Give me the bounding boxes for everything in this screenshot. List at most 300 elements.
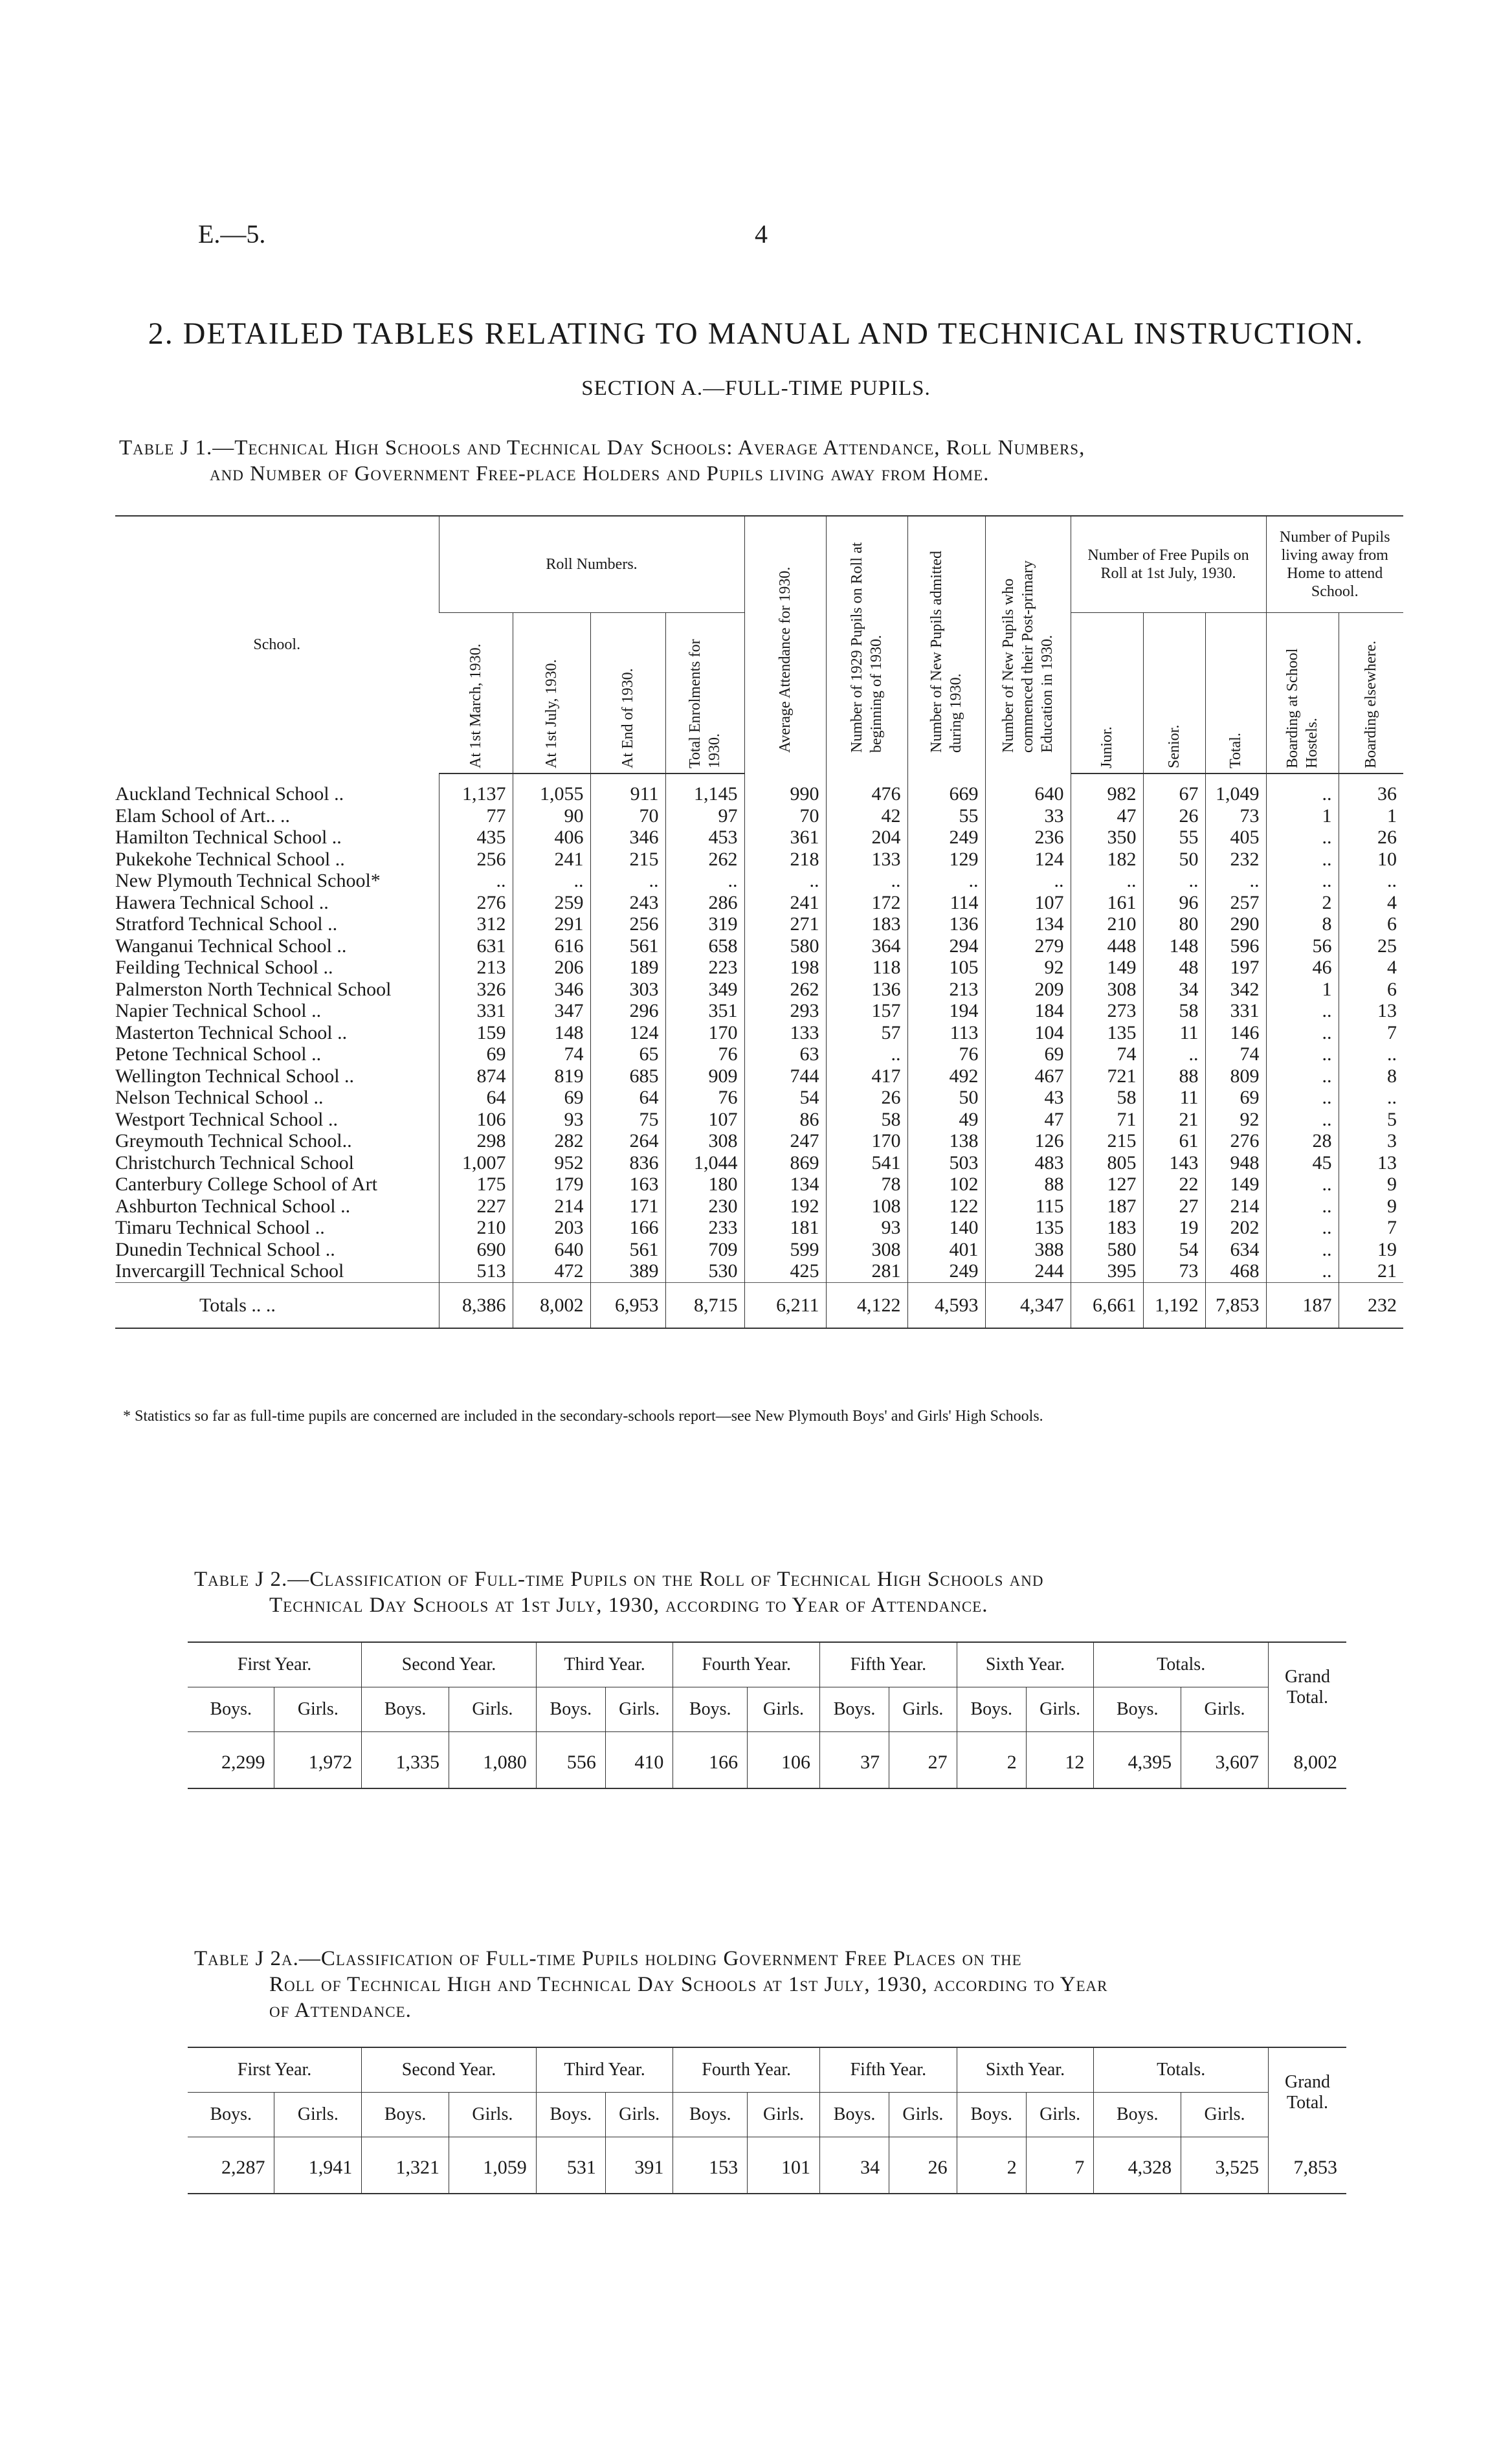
section-title: SECTION A.—FULL-TIME PUPILS. (581, 377, 931, 400)
table-cell: 73 (1143, 1260, 1205, 1282)
table-cell: 1,137 (439, 773, 513, 805)
table-cell: 214 (513, 1196, 590, 1218)
table-cell: 2 (1266, 892, 1339, 914)
table-cell: .. (1143, 870, 1205, 892)
boys-header: Boys. (1094, 2093, 1181, 2137)
table-cell: 223 (665, 957, 744, 979)
table-cell: 296 (590, 1000, 665, 1022)
table-cell: 4,593 (907, 1282, 985, 1328)
table-cell: 115 (985, 1196, 1071, 1218)
table-cell: 346 (590, 827, 665, 849)
table-cell: 129 (907, 849, 985, 871)
table-cell: 198 (744, 957, 826, 979)
table-cell: .. (1266, 1239, 1339, 1261)
table-cell: 54 (1143, 1239, 1205, 1261)
table-cell: 7 (1339, 1022, 1403, 1044)
table-cell: 210 (1071, 913, 1143, 935)
table-cell: .. (513, 870, 590, 892)
table-cell: 204 (826, 827, 907, 849)
school-name: Elam School of Art.. .. (115, 805, 290, 827)
table-cell: 92 (985, 957, 1071, 979)
table-cell: 26 (826, 1087, 907, 1109)
table-row (115, 1109, 1403, 1131)
table-cell: 27 (889, 1732, 957, 1789)
boys-header: Boys. (673, 1687, 748, 1732)
table-cell: 213 (907, 979, 985, 1001)
school-name: Nelson Technical School .. (115, 1087, 324, 1108)
table-cell: 3,525 (1181, 2137, 1269, 2194)
table-cell: 88 (1143, 1065, 1205, 1087)
year-header: Third Year. (536, 1642, 673, 1687)
school-name: Timaru Technical School .. (115, 1217, 325, 1238)
table-cell: 6,211 (744, 1282, 826, 1328)
table-cell: 561 (590, 1239, 665, 1261)
table-row (115, 773, 1403, 805)
table-cell: .. (1143, 1043, 1205, 1065)
boys-header: Boys. (536, 2093, 605, 2137)
table-cell: 233 (665, 1217, 744, 1239)
table-cell: 492 (907, 1065, 985, 1087)
caption-line: Table J 2.—Classification of Full-time Pupils on the Roll of Technical High Schools and (194, 1568, 1044, 1591)
table-cell: 86 (744, 1109, 826, 1131)
table-cell: 303 (590, 979, 665, 1001)
table-cell: 26 (1339, 827, 1403, 849)
table-cell: 1,049 (1205, 773, 1266, 805)
table-cell: 308 (826, 1239, 907, 1261)
table-cell: 102 (907, 1174, 985, 1196)
school-name: Totals .. .. (115, 1282, 439, 1328)
year-header: First Year. (188, 1642, 362, 1687)
table-row (115, 913, 1403, 935)
year-header: Third Year. (536, 2047, 673, 2093)
table-cell: .. (1266, 1260, 1339, 1282)
table-cell: 616 (513, 935, 590, 957)
table-cell: 744 (744, 1065, 826, 1087)
table-cell: 227 (439, 1196, 513, 1218)
girls-header: Girls. (889, 1687, 957, 1732)
table-cell: 561 (590, 935, 665, 957)
table-cell: .. (1266, 827, 1339, 849)
table-cell: 170 (826, 1130, 907, 1152)
table-cell: 230 (665, 1196, 744, 1218)
table-cell: 531 (536, 2137, 605, 2194)
table-cell: 982 (1071, 773, 1143, 805)
table-cell: 42 (826, 805, 907, 827)
col-header-july: At 1st July, 1930. (513, 613, 590, 774)
school-name: Auckland Technical School .. (115, 783, 344, 805)
year-header: Fifth Year. (820, 1642, 957, 1687)
table-cell: 1,059 (449, 2137, 536, 2194)
table-cell: 1,972 (274, 1732, 362, 1789)
table-cell: 276 (439, 892, 513, 914)
table-cell: 1 (1339, 805, 1403, 827)
table-cell: 54 (744, 1087, 826, 1109)
table-cell: 209 (985, 979, 1071, 1001)
boys-header: Boys. (362, 2093, 449, 2137)
col-header-new-pupils: Number of New Pupils admitted during 1930. (907, 516, 985, 773)
grand-total-header: Grand Total. (1269, 1642, 1347, 1732)
girls-header: Girls. (274, 2093, 362, 2137)
col-header-avg-attendance: Average Attendance for 1930. (744, 516, 826, 773)
table-cell: 405 (1205, 827, 1266, 849)
table-cell: 483 (985, 1152, 1071, 1174)
table-cell: 805 (1071, 1152, 1143, 1174)
table-cell: .. (1266, 870, 1339, 892)
col-header-elsewhere: Boarding elsewhere. (1339, 613, 1403, 774)
table-j1-caption (119, 435, 1407, 487)
values-row (188, 2137, 1346, 2194)
table-cell: 3,607 (1181, 1732, 1269, 1789)
table-cell: 236 (985, 827, 1071, 849)
boys-header: Boys. (673, 2093, 748, 2137)
table-cell: 184 (985, 1000, 1071, 1022)
table-cell: 70 (590, 805, 665, 827)
table-cell: 453 (665, 827, 744, 849)
table-cell: 6 (1339, 979, 1403, 1001)
table-cell: 11 (1143, 1087, 1205, 1109)
table-row (115, 1022, 1403, 1044)
school-name: Stratford Technical School .. (115, 913, 338, 935)
girls-header: Girls. (1026, 1687, 1094, 1732)
boys-header: Boys. (362, 1687, 449, 1732)
totals-row (115, 1282, 1403, 1328)
table-cell: .. (1339, 1087, 1403, 1109)
table-cell: 7,853 (1205, 1282, 1266, 1328)
table-cell: 364 (826, 935, 907, 957)
table-cell: .. (1266, 849, 1339, 871)
table-cell: 5 (1339, 1109, 1403, 1131)
table-cell: 350 (1071, 827, 1143, 849)
table-cell: 215 (590, 849, 665, 871)
girls-header: Girls. (1181, 1687, 1269, 1732)
table-row (115, 1152, 1403, 1174)
table-cell: 349 (665, 979, 744, 1001)
school-name: Wanganui Technical School .. (115, 935, 347, 957)
table-cell: 9 (1339, 1174, 1403, 1196)
table-cell: 76 (665, 1087, 744, 1109)
table-cell: 11 (1143, 1022, 1205, 1044)
table-cell: 634 (1205, 1239, 1266, 1261)
table-cell: 291 (513, 913, 590, 935)
table-cell: 2 (957, 2137, 1026, 2194)
table-cell: 685 (590, 1065, 665, 1087)
table-cell: 279 (985, 935, 1071, 957)
table-cell: 69 (513, 1087, 590, 1109)
table-cell: 106 (439, 1109, 513, 1131)
table-cell: 161 (1071, 892, 1143, 914)
girls-header: Girls. (449, 1687, 536, 1732)
girls-header: Girls. (605, 2093, 673, 2137)
table-row (115, 1174, 1403, 1196)
table-cell: 1,080 (449, 1732, 536, 1789)
table-cell: 76 (907, 1043, 985, 1065)
table-cell: 71 (1071, 1109, 1143, 1131)
table-cell: 948 (1205, 1152, 1266, 1174)
table-cell: 308 (1071, 979, 1143, 1001)
table-cell: 293 (744, 1000, 826, 1022)
table-j1 (115, 515, 1403, 1329)
col-group-pupils-away: Number of Pupils living away from Home to attend School. (1266, 516, 1403, 613)
table-row (115, 849, 1403, 871)
table-cell: 8 (1339, 1065, 1403, 1087)
table-cell: 218 (744, 849, 826, 871)
year-header: First Year. (188, 2047, 362, 2093)
table-cell: 64 (439, 1087, 513, 1109)
table-cell: 276 (1205, 1130, 1266, 1152)
table-cell: 55 (1143, 827, 1205, 849)
table-cell: 249 (907, 1260, 985, 1282)
table-cell: 874 (439, 1065, 513, 1087)
table-cell: 97 (665, 805, 744, 827)
table-cell: 580 (744, 935, 826, 957)
table-cell: 10 (1339, 849, 1403, 871)
table-cell: 264 (590, 1130, 665, 1152)
table-cell: 148 (513, 1022, 590, 1044)
table-cell: 8,002 (513, 1282, 590, 1328)
table-cell: 294 (907, 935, 985, 957)
girls-header: Girls. (748, 1687, 820, 1732)
table-cell: 108 (826, 1196, 907, 1218)
table-cell: 709 (665, 1239, 744, 1261)
table-cell: 346 (513, 979, 590, 1001)
table-cell: 55 (907, 805, 985, 827)
table-cell: 107 (985, 892, 1071, 914)
table-cell: 215 (1071, 1130, 1143, 1152)
table-cell: 1,044 (665, 1152, 744, 1174)
table-cell: 194 (907, 1000, 985, 1022)
table-cell: 63 (744, 1043, 826, 1065)
footnote: * Statistics so far as full-time pupils are concerned are included in the secondary-schools report—see New Plymouth Boys' and Girls' High Schools. (123, 1408, 1043, 1425)
table-cell: 1,321 (362, 2137, 449, 2194)
table-row (115, 1217, 1403, 1239)
table-row (115, 892, 1403, 914)
table-cell: 8,386 (439, 1282, 513, 1328)
year-header: Sixth Year. (957, 1642, 1094, 1687)
table-cell: 163 (590, 1174, 665, 1196)
table-cell: 243 (590, 892, 665, 914)
table-cell: 2,299 (188, 1732, 274, 1789)
table-cell: 448 (1071, 935, 1143, 957)
table-cell: 13 (1339, 1000, 1403, 1022)
table-cell: 541 (826, 1152, 907, 1174)
school-name: Feilding Technical School .. (115, 957, 333, 978)
table-cell: 58 (826, 1109, 907, 1131)
table-cell: 331 (439, 1000, 513, 1022)
table-cell: 326 (439, 979, 513, 1001)
table-cell: 472 (513, 1260, 590, 1282)
table-cell: 4,122 (826, 1282, 907, 1328)
table-cell: .. (1071, 870, 1143, 892)
table-cell: 106 (748, 1732, 820, 1789)
boys-header: Boys. (188, 1687, 274, 1732)
table-cell: 391 (605, 2137, 673, 2194)
table-cell: 134 (744, 1174, 826, 1196)
col-header-1929-pupils: Number of 1929 Pupils on Roll at beginning of 1930. (826, 516, 907, 773)
table-cell: 133 (744, 1022, 826, 1044)
table-cell: 4,347 (985, 1282, 1071, 1328)
table-cell: 319 (665, 913, 744, 935)
table-cell: 187 (1071, 1196, 1143, 1218)
table-cell: 19 (1339, 1239, 1403, 1261)
table-cell: 78 (826, 1174, 907, 1196)
table-cell: 192 (744, 1196, 826, 1218)
table-cell: 1,192 (1143, 1282, 1205, 1328)
table-cell: 467 (985, 1065, 1071, 1087)
table-cell: 34 (820, 2137, 889, 2194)
table-cell: 22 (1143, 1174, 1205, 1196)
table-cell: 118 (826, 957, 907, 979)
table-cell: 172 (826, 892, 907, 914)
school-name: Masterton Technical School .. (115, 1021, 348, 1043)
table-cell: .. (1266, 1065, 1339, 1087)
girls-header: Girls. (449, 2093, 536, 2137)
table-cell: 256 (590, 913, 665, 935)
grand-total-value: 8,002 (1269, 1732, 1347, 1789)
table-cell: 658 (665, 935, 744, 957)
school-name: Petone Technical School .. (115, 1043, 322, 1065)
table-cell: .. (1205, 870, 1266, 892)
table-cell: 101 (748, 2137, 820, 2194)
school-name: Invercargill Technical School (115, 1260, 344, 1282)
table-cell: 124 (985, 849, 1071, 871)
table-cell: 49 (907, 1109, 985, 1131)
table-cell: 114 (907, 892, 985, 914)
table-cell: 425 (744, 1260, 826, 1282)
table-cell: 75 (590, 1109, 665, 1131)
table-cell: 182 (1071, 849, 1143, 871)
table-row (115, 1196, 1403, 1218)
table-j1-body (115, 773, 1403, 1328)
caption-line: Technical Day Schools at 1st July, 1930, according to Year of Attendance. (269, 1594, 988, 1617)
table-cell: .. (744, 870, 826, 892)
grand-total-value: 7,853 (1269, 2137, 1347, 2194)
year-header: Second Year. (362, 2047, 537, 2093)
values-row (188, 1732, 1346, 1789)
girls-header: Girls. (274, 1687, 362, 1732)
year-header: Fourth Year. (673, 1642, 820, 1687)
table-cell: 952 (513, 1152, 590, 1174)
table-cell: .. (1266, 1109, 1339, 1131)
table-cell: .. (1266, 1174, 1339, 1196)
table-cell: 241 (513, 849, 590, 871)
table-cell: 690 (439, 1239, 513, 1261)
table-cell: 179 (513, 1174, 590, 1196)
table-row (115, 979, 1403, 1001)
table-cell: 80 (1143, 913, 1205, 935)
table-cell: 206 (513, 957, 590, 979)
table-cell: 67 (1143, 773, 1205, 805)
school-name: Christchurch Technical School (115, 1152, 354, 1174)
table-cell: 74 (1205, 1043, 1266, 1065)
table-cell: 175 (439, 1174, 513, 1196)
table-cell: 210 (439, 1217, 513, 1239)
table-cell: 342 (1205, 979, 1266, 1001)
year-header-row (188, 1642, 1346, 1687)
school-name: Hawera Technical School .. (115, 891, 329, 913)
table-cell: 46 (1266, 957, 1339, 979)
table-cell: 93 (513, 1109, 590, 1131)
table-cell: 1,055 (513, 773, 590, 805)
table-row (115, 1043, 1403, 1065)
table-cell: 281 (826, 1260, 907, 1282)
table-cell: 93 (826, 1217, 907, 1239)
table-cell: 2,287 (188, 2137, 274, 2194)
table-cell: 406 (513, 827, 590, 849)
col-header-senior: Senior. (1143, 613, 1205, 774)
table-cell: 28 (1266, 1130, 1339, 1152)
table-cell: 26 (1143, 805, 1205, 827)
table-j2a (188, 2047, 1346, 2194)
col-header-total-enrolments: Total Enrolments for 1930. (665, 613, 744, 774)
year-header-row (188, 2047, 1346, 2093)
table-cell: 331 (1205, 1000, 1266, 1022)
caption-line: of Attendance. (269, 1999, 412, 2022)
table-cell: 232 (1339, 1282, 1403, 1328)
table-cell: 27 (1143, 1196, 1205, 1218)
table-cell: 202 (1205, 1217, 1266, 1239)
table-cell: 911 (590, 773, 665, 805)
girls-header: Girls. (748, 2093, 820, 2137)
girls-header: Girls. (889, 2093, 957, 2137)
table-cell: 149 (1205, 1174, 1266, 1196)
table-cell: 308 (665, 1130, 744, 1152)
table-cell: 435 (439, 827, 513, 849)
document-code: E.—5. (198, 219, 266, 249)
table-cell: 36 (1339, 773, 1403, 805)
table-cell: 273 (1071, 1000, 1143, 1022)
table-cell: 166 (673, 1732, 748, 1789)
table-cell: 57 (826, 1022, 907, 1044)
table-cell: 580 (1071, 1239, 1143, 1261)
table-cell: 513 (439, 1260, 513, 1282)
table-cell: 257 (1205, 892, 1266, 914)
table-cell: 26 (889, 2137, 957, 2194)
table-cell: 143 (1143, 1152, 1205, 1174)
main-title: 2. DETAILED TABLES RELATING TO MANUAL AND TECHNICAL INSTRUCTION. (148, 317, 1364, 351)
table-cell: .. (1266, 1022, 1339, 1044)
table-cell: 256 (439, 849, 513, 871)
col-header-hostels: Boarding at School Hostels. (1266, 613, 1339, 774)
table-cell: 262 (665, 849, 744, 871)
table-cell: 836 (590, 1152, 665, 1174)
table-cell: 4,328 (1094, 2137, 1181, 2194)
table-cell: 298 (439, 1130, 513, 1152)
table-cell: 73 (1205, 805, 1266, 827)
table-cell: 1,007 (439, 1152, 513, 1174)
table-cell: 312 (439, 913, 513, 935)
table-cell: 104 (985, 1022, 1071, 1044)
boys-header: Boys. (957, 1687, 1026, 1732)
table-cell: .. (1266, 1043, 1339, 1065)
school-name: Dunedin Technical School .. (115, 1238, 335, 1260)
col-header-junior: Junior. (1071, 613, 1143, 774)
school-name: Canterbury College School of Art (115, 1174, 377, 1195)
table-cell: .. (826, 870, 907, 892)
table-cell: 25 (1339, 935, 1403, 957)
table-cell: 37 (820, 1732, 889, 1789)
table-cell: 61 (1143, 1130, 1205, 1152)
table-cell: 503 (907, 1152, 985, 1174)
table-cell: 232 (1205, 849, 1266, 871)
table-cell: 7 (1339, 1217, 1403, 1239)
table-cell: 187 (1266, 1282, 1339, 1328)
table-cell: 127 (1071, 1174, 1143, 1196)
table-cell: 88 (985, 1174, 1071, 1196)
table-cell: 65 (590, 1043, 665, 1065)
table-cell: 96 (1143, 892, 1205, 914)
table-cell: 599 (744, 1239, 826, 1261)
table-cell: .. (1266, 1217, 1339, 1239)
